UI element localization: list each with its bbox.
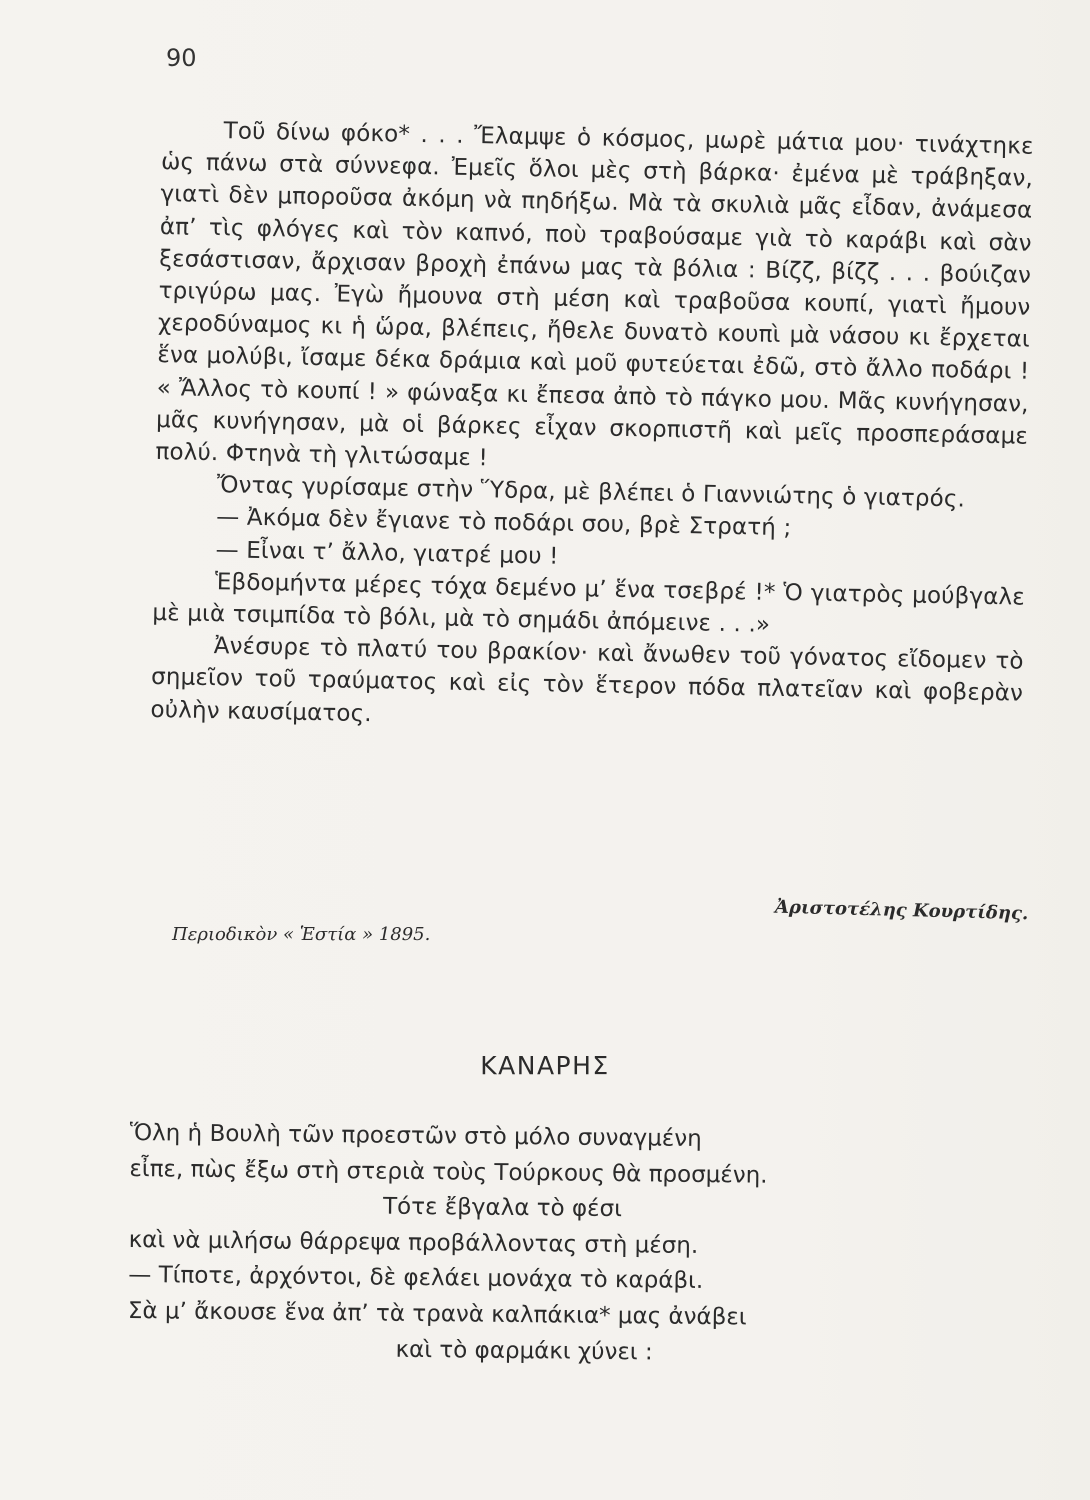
dialog-line: — Ἀκόμα δὲν ἔγιανε τὸ ποδάρι σου, βρὲ Στρατή ; [216,504,792,542]
poem-line: Τότε ἔβγαλα τὸ φέσι [382,1193,623,1223]
poem-line: εἶπε, πὼς ἔξω στὴ στεριὰ τοὺς Τούρκους θὰ προσμένη. [129,1155,768,1189]
poem-body [127,1116,990,1374]
poem-title: ΚΑΝΑΡΗΣ [480,1051,610,1080]
prose-body [150,114,1034,742]
poem-line: καὶ νὰ μιλήσω θάρρεψα προβάλλοντας στὴ μέση. [128,1226,699,1259]
attribution [172,896,1032,954]
dialog-line: — Εἶναι τ’ ἄλλο, γιατρέ μου ! [215,536,559,570]
poem-line: Ὅλη ἡ Βουλὴ τῶν προεστῶν στὸ μόλο συναγμένη [129,1119,702,1152]
paragraph: Ὄντας γυρίσαμε στὴν Ὕδρα, μὲ βλέπει ὁ Γιαννιώτης ὁ γιατρός. [216,472,966,513]
poem-line: Σὰ μ’ ἄκουσε ἕνα ἀπ’ τὰ τρανὰ καλπάκια* μας ἀνάβει [127,1297,747,1331]
paragraph: Ἀνέσυρε τὸ πλατύ του βρακίον· καὶ ἄνωθεν τοῦ γόνατος εἴδομεν τὸ σημεῖον τοῦ τραύματος καὶ εἰς τὸν ἕτερον πόδα πλατεῖαν καὶ φοβερὰν οὐλὴν καυσίματος. [150,633,1024,727]
page-number: 90 [166,44,197,72]
paragraph: Τοῦ δίνω φόκο* . . . Ἔλαμψε ὁ κόσμος, μωρὲ μάτια μου· τινάχτηκε ὡς πάνω στὰ σύννεφα. Ἐμεῖς ὅλοι μὲς στὴ βάρκα· ἐμένα μὲ τράβηξαν, γιατὶ δὲν μποροῦσα ἀκόμη νὰ πηδήξω. Μὰ τὰ σκυλιὰ μᾶς εἶδαν, ἀνάμεσα ἀπ’ τὶς φλόγες καὶ τὸν καπνό, ποὺ τραβούσαμε γιὰ τὸ καράβι καὶ σὰν ξεσάστισαν, ἄρχισαν βροχὴ ἐπάνω μας τὰ βόλια : Βίζζ, βίζζ . . . βούιζαν τριγύρω μας. Ἐγὼ ἤμουνα στὴ μέση καὶ τραβοῦσα κουπί, γιατὶ ἤμουν χεροδύναμος κι ἡ ὥρα, βλέπεις, ἤθελε δυνατὸ κουπὶ μὰ νάσου κι ἔρχεται ἕνα μολύβι, ἴσαμε δέκα δράμια καὶ μοῦ φυτεύεται ἐδῶ, στὸ ἄλλο ποδάρι ! « Ἄλλος τὸ κουπί ! » φώναξα κι ἔπεσα ἀπὸ τὸ πάγκο μου. Μᾶς κυνήγησαν, μᾶς κυνήγησαν, μὰ οἱ βάρκες εἶχαν σκορπιστῆ καὶ μεῖς προσπεράσαμε πολύ. Φτηνὰ τὴ γλιτώσαμε ! [155,118,1034,472]
author-name: Ἀριστοτέλης Κουρτίδης. [774,896,1029,925]
source-citation: Περιοδικὸν « Ἑστία » 1895. [172,924,431,945]
poem-line: καὶ τὸ φαρμάκι χύνει : [395,1336,653,1366]
paragraph: Ἑβδομήντα μέρες τόχα δεμένο μ’ ἕνα τσεβρέ !* Ὁ γιατρὸς μούβγαλε μὲ μιὰ τσιμπίδα τὸ βόλι, μὰ τὸ σημάδι ἀπόμεινε . . .» [152,568,1026,638]
poem-line: — Τίποτε, ἀρχόντοι, δὲ φελάει μονάχα τὸ καράβι. [128,1262,704,1295]
